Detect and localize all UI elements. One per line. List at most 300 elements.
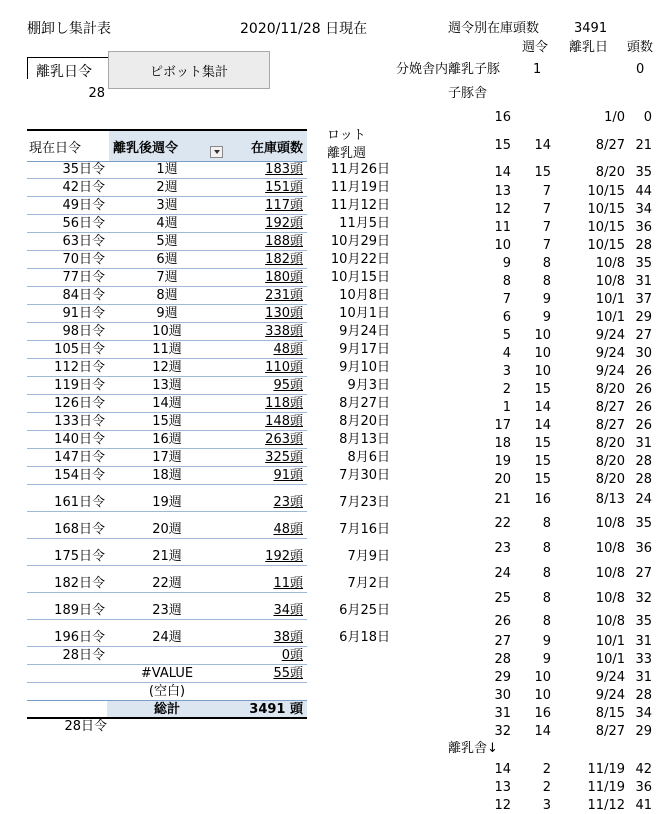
lot-date: 6月18日 — [339, 630, 390, 645]
pivot-cell-stock: 231頭 — [265, 288, 303, 303]
right-cell-week: 7 — [542, 238, 551, 253]
piglet-house-label: 子豚舎 — [448, 86, 488, 101]
right-cell-house: 30 — [494, 688, 511, 703]
right-cell-week: 8 — [542, 591, 551, 606]
right-cell-count: 32 — [635, 591, 652, 606]
right-cell-count: 36 — [635, 220, 652, 235]
right-cell-count: 35 — [635, 614, 652, 629]
right-cell-house: 5 — [502, 328, 511, 343]
pivot-cell-age: 56日令 — [62, 216, 105, 231]
right-table-row — [470, 762, 650, 778]
pivot-cell-week: 22週 — [152, 576, 182, 591]
pivot-cell-week: 10週 — [152, 324, 182, 339]
pivot-row — [27, 538, 307, 566]
right-cell-week: 15 — [534, 454, 551, 469]
right-cell-house: 9 — [502, 256, 511, 271]
right-cell-weaning: 8/20 — [595, 472, 625, 487]
pivot-cell-stock: 91頭 — [273, 468, 303, 483]
col-weaning-header: 離乳日 — [569, 40, 609, 55]
pivot-cell-age: 168日令 — [54, 522, 105, 537]
pivot-cell-week: 4週 — [156, 216, 178, 231]
lot-date: 11月5日 — [339, 216, 390, 231]
pivot-cell-week: 2週 — [156, 180, 178, 195]
right-cell-weaning: 8/20 — [595, 382, 625, 397]
right-cell-weaning: 10/8 — [595, 566, 625, 581]
weaning-age-cell[interactable]: 離乳日令 — [27, 57, 109, 79]
right-table-row — [470, 138, 650, 154]
right-cell-house: 12 — [494, 798, 511, 813]
pivot-cell-stock: 38頭 — [273, 630, 303, 645]
right-cell-count: 36 — [635, 541, 652, 556]
col-count-header: 頭数 — [627, 40, 654, 55]
right-cell-week: 9 — [542, 292, 551, 307]
pivot-cell-age: 182日令 — [54, 576, 105, 591]
weekly-stock-label: 週令別在庫頭数 — [448, 21, 540, 36]
right-cell-house: 20 — [494, 472, 511, 487]
pivot-cell-age: 112日令 — [54, 360, 105, 375]
pivot-row — [27, 511, 307, 539]
lot-header-line1: ロット — [327, 128, 366, 143]
pivot-cell-stock: 110頭 — [265, 360, 303, 375]
right-cell-weaning: 9/24 — [595, 364, 625, 379]
right-cell-count: 27 — [635, 328, 652, 343]
right-table-row — [470, 310, 650, 326]
right-cell-weaning: 9/24 — [595, 688, 625, 703]
right-cell-weaning: 10/8 — [595, 256, 625, 271]
right-cell-weaning: 10/8 — [595, 274, 625, 289]
right-cell-weaning: 8/15 — [595, 706, 625, 721]
right-cell-week: 8 — [542, 516, 551, 531]
pivot-cell-stock: 325頭 — [265, 450, 303, 465]
right-cell-weaning: 8/27 — [595, 418, 625, 433]
right-cell-weaning: 10/8 — [595, 516, 625, 531]
right-cell-week: 8 — [542, 256, 551, 271]
right-cell-week: 9 — [542, 310, 551, 325]
pivot-cell-age: 147日令 — [54, 450, 105, 465]
right-cell-week: 7 — [542, 184, 551, 199]
pivot-cell-age: 161日令 — [54, 495, 105, 510]
pivot-cell-week: (空白) — [148, 684, 186, 699]
right-cell-weaning: 8/27 — [595, 724, 625, 739]
pivot-cell-stock: 48頭 — [273, 342, 303, 357]
pivot-cell-week: 8週 — [156, 288, 178, 303]
pivot-cell-week: 13週 — [152, 378, 182, 393]
right-cell-week: 9 — [542, 634, 551, 649]
right-cell-count: 26 — [635, 418, 652, 433]
right-cell-count: 26 — [635, 382, 652, 397]
right-cell-week: 10 — [534, 670, 551, 685]
pivot-cell-age: 28日令 — [62, 648, 105, 663]
pivot-cell-age: 175日令 — [54, 549, 105, 564]
right-cell-weaning: 9/24 — [595, 346, 625, 361]
right-cell-weaning: 10/15 — [587, 220, 625, 235]
pivot-cell-stock: 48頭 — [273, 522, 303, 537]
right-cell-weaning: 8/20 — [595, 454, 625, 469]
pivot-header-week: 離乳後週令 — [109, 131, 226, 161]
right-cell-house: 18 — [494, 436, 511, 451]
right-cell-weaning: 8/27 — [595, 400, 625, 415]
pivot-row — [27, 466, 307, 485]
right-cell-house: 3 — [502, 364, 511, 379]
lot-date: 9月3日 — [347, 378, 390, 393]
right-cell-house: 17 — [494, 418, 511, 433]
right-table-row — [470, 400, 650, 416]
right-cell-house: 25 — [494, 591, 511, 606]
right-cell-count: 42 — [635, 762, 652, 777]
lot-date: 10月8日 — [339, 288, 390, 303]
pivot-cell-stock: 183頭 — [265, 162, 303, 177]
right-table-row — [470, 591, 650, 607]
right-table-row — [470, 346, 650, 362]
right-cell-house: 15 — [494, 138, 511, 153]
right-cell-count: 31 — [635, 634, 652, 649]
right-cell-weaning: 8/27 — [595, 138, 625, 153]
lot-date: 8月27日 — [339, 396, 390, 411]
right-cell-house: 7 — [502, 292, 511, 307]
pivot-cell-stock: 192頭 — [265, 216, 303, 231]
right-cell-count: 21 — [635, 138, 652, 153]
right-cell-house: 11 — [494, 220, 511, 235]
right-table-row — [470, 274, 650, 290]
right-cell-count: 28 — [635, 472, 652, 487]
right-cell-weaning: 9/24 — [595, 328, 625, 343]
right-table-row — [470, 184, 650, 200]
right-cell-week: 10 — [534, 328, 551, 343]
pivot-cell-stock: 130頭 — [265, 306, 303, 321]
farrowing-week: 1 — [533, 62, 542, 77]
right-table-row — [470, 706, 650, 722]
pivot-cell-week: 7週 — [156, 270, 178, 285]
right-cell-count: 35 — [635, 256, 652, 271]
right-cell-count: 44 — [635, 184, 652, 199]
pivot-cell-stock: 151頭 — [265, 180, 303, 195]
filter-dropdown-icon[interactable] — [210, 146, 223, 158]
right-cell-count: 35 — [635, 165, 652, 180]
lot-date: 10月15日 — [330, 270, 390, 285]
right-cell-count: 33 — [635, 652, 652, 667]
lot-date: 7月23日 — [339, 495, 390, 510]
right-table-row — [470, 688, 650, 704]
right-cell-weaning: 10/1 — [595, 634, 625, 649]
as-of-date: 2020/11/28 日現在 — [240, 21, 368, 37]
right-cell-house: 24 — [494, 566, 511, 581]
pivot-row — [27, 682, 307, 701]
right-cell-week: 3 — [542, 798, 551, 813]
lot-date: 7月9日 — [347, 549, 390, 564]
pivot-cell-stock: 117頭 — [265, 198, 303, 213]
pivot-cell-week: 17週 — [152, 450, 182, 465]
lot-date: 9月10日 — [339, 360, 390, 375]
right-cell-week: 10 — [534, 688, 551, 703]
pivot-cell-stock: 11頭 — [273, 576, 303, 591]
pivot-cell-stock: 263頭 — [265, 432, 303, 447]
right-cell-count: 26 — [635, 364, 652, 379]
right-cell-count: 24 — [635, 492, 652, 507]
right-cell-week: 14 — [534, 418, 551, 433]
right-cell-count: 28 — [635, 454, 652, 469]
right-cell-weaning: 8/20 — [595, 436, 625, 451]
pivot-cell-week: 24週 — [152, 630, 182, 645]
pivot-cell-age: 35日令 — [62, 162, 105, 177]
right-cell-weaning: 10/1 — [595, 652, 625, 667]
right-cell-house: 29 — [494, 670, 511, 685]
right-table-row — [470, 202, 650, 218]
lot-date: 9月24日 — [339, 324, 390, 339]
right-cell-week: 7 — [542, 202, 551, 217]
pivot-cell-age: 140日令 — [54, 432, 105, 447]
right-table-row — [470, 492, 650, 508]
pivot-cell-week: 19週 — [152, 495, 182, 510]
right-table-row — [470, 292, 650, 308]
lot-date: 8月6日 — [347, 450, 390, 465]
right-cell-week: 15 — [534, 382, 551, 397]
right-cell-weaning: 11/12 — [587, 798, 625, 813]
right-cell-week: 10 — [534, 346, 551, 361]
right-cell-week: 8 — [542, 614, 551, 629]
sheet-title: 棚卸し集計表 — [27, 21, 111, 37]
right-cell-count: 26 — [635, 400, 652, 415]
pivot-cell-week: #VALUE — [140, 666, 194, 681]
right-cell-house: 6 — [502, 310, 511, 325]
pivot-header-age: 現在日令 — [29, 140, 82, 156]
weaning-house-label: 離乳舎↓ — [448, 741, 498, 756]
right-table-row — [470, 328, 650, 344]
pivot-cell-week: 18週 — [152, 468, 182, 483]
pivot-cell-age: 126日令 — [54, 396, 105, 411]
lot-date: 7月16日 — [339, 522, 390, 537]
right-table-row — [470, 670, 650, 686]
pivot-cell-week: 15週 — [152, 414, 182, 429]
pivot-cell-week: 1週 — [156, 162, 178, 177]
right-cell-house: 10 — [494, 238, 511, 253]
right-cell-weaning: 11/19 — [587, 780, 625, 795]
right-cell-count: 31 — [635, 274, 652, 289]
right-cell-count: 0 — [643, 110, 652, 125]
right-cell-count: 27 — [635, 566, 652, 581]
lot-date: 7月30日 — [339, 468, 390, 483]
right-table-row — [470, 798, 650, 814]
lot-date: 10月1日 — [339, 306, 390, 321]
right-cell-count: 36 — [635, 780, 652, 795]
right-cell-house: 1 — [502, 400, 511, 415]
pivot-cell-week: 14週 — [152, 396, 182, 411]
right-cell-weaning: 10/15 — [587, 202, 625, 217]
right-table-row — [470, 382, 650, 398]
right-cell-week: 10 — [534, 364, 551, 379]
pivot-cell-age: 63日令 — [62, 234, 105, 249]
pivot-cell-week: 20週 — [152, 522, 182, 537]
right-table-row — [470, 566, 650, 582]
right-cell-house: 13 — [494, 184, 511, 199]
right-cell-house: 27 — [494, 634, 511, 649]
pivot-row — [27, 619, 307, 647]
right-table-row — [470, 454, 650, 470]
pivot-cell-age: 98日令 — [62, 324, 105, 339]
right-cell-house: 32 — [494, 724, 511, 739]
lot-date: 7月2日 — [347, 576, 390, 591]
right-cell-week: 16 — [534, 492, 551, 507]
right-cell-week: 7 — [542, 220, 551, 235]
col-week-header: 週令 — [522, 40, 549, 55]
right-cell-week: 15 — [534, 436, 551, 451]
right-table-row — [470, 256, 650, 272]
right-cell-weaning: 9/24 — [595, 670, 625, 685]
pivot-total-label: 総計 — [153, 702, 180, 717]
right-cell-week: 8 — [542, 274, 551, 289]
right-cell-house: 2 — [502, 382, 511, 397]
right-cell-count: 34 — [635, 706, 652, 721]
pivot-cell-age: 91日令 — [62, 306, 105, 321]
right-table-row — [470, 165, 650, 181]
right-cell-house: 22 — [494, 516, 511, 531]
pivot-cell-stock: 34頭 — [273, 603, 303, 618]
right-table-row — [470, 418, 650, 434]
right-cell-weaning: 11/19 — [587, 762, 625, 777]
pivot-cell-age: 119日令 — [54, 378, 105, 393]
pivot-cell-week: 5週 — [156, 234, 178, 249]
right-cell-house: 28 — [494, 652, 511, 667]
pivot-cell-week: 21週 — [152, 549, 182, 564]
right-cell-week: 14 — [534, 724, 551, 739]
right-cell-week: 9 — [542, 652, 551, 667]
lot-date: 8月20日 — [339, 414, 390, 429]
right-table-row — [470, 724, 650, 740]
pivot-cell-age: 189日令 — [54, 603, 105, 618]
pivot-cell-stock: 55頭 — [273, 666, 303, 681]
pivot-row — [27, 484, 307, 512]
right-cell-weaning: 10/15 — [587, 184, 625, 199]
pivot-cell-stock: 182頭 — [265, 252, 303, 267]
right-cell-weaning: 10/1 — [595, 292, 625, 307]
weaning-age-value[interactable]: 28 — [88, 86, 105, 101]
right-cell-house: 8 — [502, 274, 511, 289]
right-cell-weaning: 8/20 — [595, 165, 625, 180]
pivot-cell-week: 23週 — [152, 603, 182, 618]
right-cell-week: 8 — [542, 541, 551, 556]
right-cell-week: 15 — [534, 472, 551, 487]
right-cell-count: 37 — [635, 292, 652, 307]
pivot-cell-week: 12週 — [152, 360, 182, 375]
pivot-aggregate-button[interactable]: ピボット集計 — [108, 51, 270, 89]
right-cell-week: 2 — [542, 780, 551, 795]
right-cell-count: 30 — [635, 346, 652, 361]
right-cell-weaning: 10/1 — [595, 310, 625, 325]
lot-header-line2: 離乳週 — [327, 146, 367, 161]
right-cell-house: 16 — [494, 110, 511, 125]
pivot-cell-age: 70日令 — [62, 252, 105, 267]
right-cell-house: 23 — [494, 541, 511, 556]
right-cell-house: 21 — [494, 492, 511, 507]
right-cell-week: 15 — [534, 165, 551, 180]
lot-date: 8月13日 — [339, 432, 390, 447]
right-cell-house: 14 — [494, 165, 511, 180]
right-cell-week: 2 — [542, 762, 551, 777]
pivot-cell-week: 9週 — [156, 306, 178, 321]
right-cell-weaning: 10/8 — [595, 591, 625, 606]
right-cell-count: 29 — [635, 724, 652, 739]
pivot-cell-week: 6週 — [156, 252, 178, 267]
lot-date: 11月26日 — [330, 162, 390, 177]
right-cell-week: 8 — [542, 566, 551, 581]
pivot-cell-age: 196日令 — [54, 630, 105, 645]
lot-date: 11月12日 — [330, 198, 390, 213]
right-table-row — [470, 472, 650, 488]
weekly-stock-total: 3491 — [574, 21, 608, 36]
pivot-cell-stock: 180頭 — [265, 270, 303, 285]
lot-date: 10月29日 — [330, 234, 390, 249]
right-cell-weaning: 1/0 — [604, 110, 625, 125]
right-cell-count: 28 — [635, 688, 652, 703]
right-cell-weaning: 8/13 — [595, 492, 625, 507]
pivot-total-row — [27, 700, 307, 719]
right-table-row — [470, 780, 650, 796]
pivot-cell-age: 133日令 — [54, 414, 105, 429]
pivot-cell-age: 154日令 — [54, 468, 105, 483]
pivot-cell-week: 16週 — [152, 432, 182, 447]
pivot-cell-stock: 0頭 — [281, 648, 303, 663]
pivot-cell-age: 84日令 — [62, 288, 105, 303]
pivot-cell-week: 3週 — [156, 198, 178, 213]
pivot-cell-stock: 188頭 — [265, 234, 303, 249]
pivot-row — [27, 592, 307, 620]
right-table-row — [470, 541, 650, 557]
right-cell-count: 31 — [635, 670, 652, 685]
farrowing-count: 0 — [636, 62, 645, 77]
right-cell-weaning: 10/8 — [595, 614, 625, 629]
right-cell-week: 14 — [534, 138, 551, 153]
pivot-total-value: 3491 頭 — [249, 702, 303, 717]
pivot-cell-age: 105日令 — [54, 342, 105, 357]
right-table-row — [470, 652, 650, 668]
pivot-cell-week: 11週 — [152, 342, 182, 357]
right-cell-weaning: 10/15 — [587, 238, 625, 253]
right-cell-house: 14 — [494, 762, 511, 777]
lot-date: 9月17日 — [339, 342, 390, 357]
right-table-row — [470, 110, 650, 126]
right-cell-house: 13 — [494, 780, 511, 795]
lot-date: 10月22日 — [330, 252, 390, 267]
right-cell-house: 19 — [494, 454, 511, 469]
pivot-cell-stock: 118頭 — [265, 396, 303, 411]
farrowing-weaned-label: 分娩舎内離乳子豚 — [396, 62, 501, 77]
right-cell-count: 31 — [635, 436, 652, 451]
pivot-cell-stock: 192頭 — [265, 549, 303, 564]
right-cell-house: 12 — [494, 202, 511, 217]
right-table-row — [470, 516, 650, 532]
right-cell-house: 26 — [494, 614, 511, 629]
right-cell-count: 28 — [635, 238, 652, 253]
pivot-after-total: 28日令 — [64, 719, 107, 734]
pivot-cell-age: 42日令 — [62, 180, 105, 195]
pivot-row — [27, 565, 307, 593]
right-table-row — [470, 364, 650, 380]
right-cell-count: 35 — [635, 516, 652, 531]
right-cell-house: 4 — [502, 346, 511, 361]
lot-date: 6月25日 — [339, 603, 390, 618]
right-cell-weaning: 10/8 — [595, 541, 625, 556]
right-table-row — [470, 220, 650, 236]
right-cell-house: 31 — [494, 706, 511, 721]
right-cell-week: 16 — [534, 706, 551, 721]
pivot-cell-age: 77日令 — [62, 270, 105, 285]
right-table-row — [470, 436, 650, 452]
pivot-cell-stock: 338頭 — [265, 324, 303, 339]
right-cell-count: 34 — [635, 202, 652, 217]
pivot-cell-stock: 23頭 — [273, 495, 303, 510]
pivot-header-stock: 在庫頭数 — [226, 131, 307, 161]
right-table-row — [470, 238, 650, 254]
right-cell-count: 29 — [635, 310, 652, 325]
